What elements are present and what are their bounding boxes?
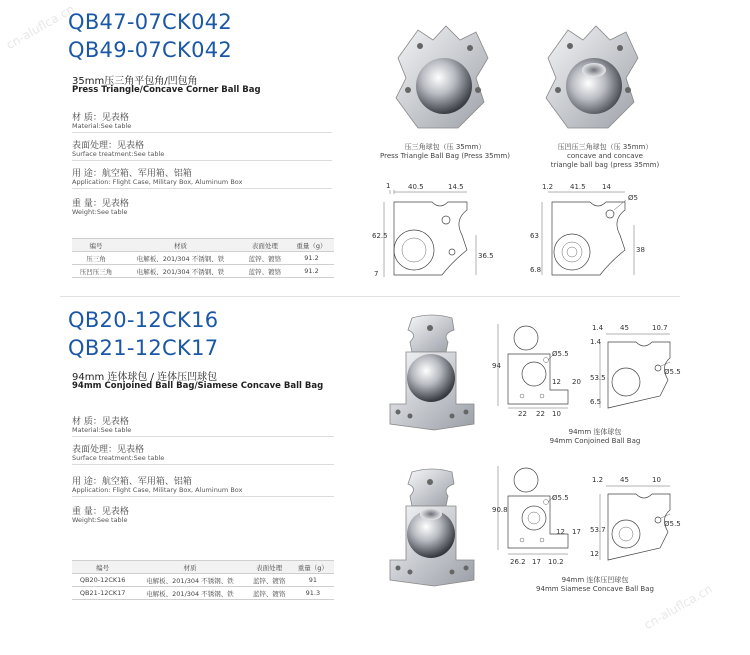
- section-separator: [60, 296, 680, 297]
- table-header: 编号: [72, 561, 133, 574]
- section2-divider-3: [72, 496, 334, 497]
- dim-label: 62.5: [372, 232, 388, 240]
- section1-spec-table: [72, 238, 334, 278]
- table-cell: 压三角: [72, 252, 120, 265]
- table-row: [72, 252, 334, 265]
- concave-triangle-drawing: [530, 180, 660, 290]
- conjoined-side-drawing: [590, 320, 684, 428]
- dim-label: 10.7: [652, 324, 668, 332]
- table-cell: 电解板、201/304 不锈钢、铁: [133, 587, 246, 600]
- dim-label: Ø5.5: [664, 368, 681, 376]
- table-cell: 蓝锌、镀铬: [247, 574, 292, 587]
- press-triangle-drawing: [372, 180, 502, 290]
- dim-label: 41.5: [570, 183, 586, 191]
- dim-label: 10: [652, 476, 661, 484]
- section1-surface-en: Surface treatment:See table: [72, 150, 165, 158]
- conjoined-front-drawing: [492, 320, 590, 428]
- table-cell: QB20-12CK16: [72, 574, 133, 587]
- table-cell: 91.3: [292, 587, 334, 600]
- dim-label: 40.5: [408, 183, 424, 191]
- dim-label: 10.2: [548, 558, 564, 566]
- siamese-front-drawing: [492, 462, 590, 574]
- section2-material-cn: 材 质：见表格: [72, 417, 129, 427]
- section1-usage-en: Application: Flight Case, Military Box, Aluminum Box: [72, 178, 243, 186]
- table-cell: 蓝锌、镀铬: [247, 587, 292, 600]
- dim-label: 53.5: [590, 374, 606, 382]
- section1-divider-2: [72, 160, 332, 161]
- table-cell: 91: [292, 574, 334, 587]
- siamese-side-drawing: [590, 472, 684, 574]
- dim-label: 17: [532, 558, 541, 566]
- dim-label: Ø5.5: [552, 494, 569, 502]
- section2-code-2: QB21-12CK17: [68, 336, 219, 360]
- dim-label: 90.8: [492, 506, 508, 514]
- dim-label: 14: [602, 183, 611, 191]
- dim-label: 26.2: [510, 558, 526, 566]
- caption-siamese-en: 94mm Siamese Concave Ball Bag: [536, 585, 654, 593]
- siamese-concave-ball-bag-image: [382, 466, 482, 590]
- dim-label: 1: [386, 182, 391, 190]
- section2-subtitle-cn: 94mm 连体球包 / 连体压凹球包: [72, 372, 218, 383]
- dim-label: 6.8: [530, 266, 542, 274]
- dim-label: 10: [552, 410, 561, 418]
- press-triangle-ball-bag-image: [388, 18, 500, 138]
- dim-label: 38: [636, 246, 645, 254]
- caption-left-cn: 压三角球包（压 35mm）: [404, 143, 486, 151]
- dim-label: 45: [620, 476, 629, 484]
- section2-divider-1: [72, 436, 334, 437]
- dim-label: 53.7: [590, 526, 606, 534]
- table-header: 材质: [133, 561, 246, 574]
- dim-label: 7: [374, 270, 379, 278]
- table-header: 表面处理: [241, 239, 289, 252]
- section1-usage-cn: 用 途：航空箱、军用箱、铝箱: [72, 169, 192, 179]
- table-row: [72, 574, 334, 587]
- dim-label: Ø5.5: [664, 520, 681, 528]
- table-cell: 91.2: [289, 265, 334, 278]
- table-cell: 蓝锌、镀铬: [241, 252, 289, 265]
- section2-weight-en: Weight:See table: [72, 516, 128, 524]
- dim-label: 20: [572, 378, 581, 386]
- section2-usage-en: Application: Flight Case, Military Box, Aluminum Box: [72, 486, 243, 494]
- dim-label: 94: [492, 362, 501, 370]
- dim-label: 6.5: [590, 398, 602, 406]
- table-header-row: [72, 561, 334, 574]
- dim-label: 36.5: [478, 252, 494, 260]
- dim-label: 1.4: [592, 324, 604, 332]
- table-row: [72, 265, 334, 278]
- dim-label: 12: [556, 528, 565, 536]
- section2-spec-table: [72, 560, 334, 600]
- caption-right-en-2: triangle ball bag (press 35mm): [550, 161, 660, 169]
- section2-surface-cn: 表面处理：见表格: [72, 445, 145, 455]
- dim-label: 1.2: [592, 476, 604, 484]
- caption-left-en: Press Triangle Ball Bag (Press 35mm): [380, 152, 510, 160]
- section2-divider-2: [72, 464, 334, 465]
- dim-label: 1.4: [590, 338, 602, 346]
- table-row: [72, 587, 334, 600]
- table-header-row: [72, 239, 334, 252]
- conjoined-ball-bag-image: [382, 312, 482, 434]
- section2-code-1: QB20-12CK16: [68, 308, 219, 332]
- dim-label: 45: [620, 324, 629, 332]
- caption-right-en-1: concave and concave: [567, 152, 643, 160]
- dim-label: Ø5.5: [552, 350, 569, 358]
- caption-siamese-cn: 94mm 连体压凹球包: [561, 576, 629, 584]
- section1-surface-cn: 表面处理：见表格: [72, 141, 145, 151]
- section1-weight-cn: 重 量：见表格: [72, 199, 129, 209]
- section1-divider-3: [72, 188, 332, 189]
- section2-material-en: Material:See table: [72, 426, 132, 434]
- section1-material-cn: 材 质：见表格: [72, 113, 129, 123]
- caption-conjoined-cn: 94mm 连体球包: [568, 428, 622, 436]
- section2-surface-en: Surface treatment:See table: [72, 454, 165, 462]
- table-cell: 电解板、201/304 不锈钢、铁: [120, 265, 241, 278]
- dim-label: 12: [552, 378, 561, 386]
- watermark: cn-aluflca.cn: [3, 1, 77, 53]
- dim-label: 22: [536, 410, 545, 418]
- dim-label: 14.5: [448, 183, 464, 191]
- section1-code-2: QB49-07CK042: [68, 38, 233, 62]
- table-cell: 蓝锌、镀铬: [241, 265, 289, 278]
- dim-label: 17: [572, 528, 581, 536]
- watermark: cn-aluflca.cn: [641, 581, 715, 633]
- table-header: 表面处理: [247, 561, 292, 574]
- section1-subtitle-cn: 35mm压三角平包角/凹包角: [72, 76, 198, 87]
- table-cell: 压凹压三角: [72, 265, 120, 278]
- section1-material-en: Material:See table: [72, 122, 132, 130]
- caption-right-cn: 压凹压三角球包（压 35mm）: [557, 143, 653, 151]
- table-cell: QB21-12CK17: [72, 587, 133, 600]
- table-cell: 电解板、201/304 不锈钢、铁: [120, 252, 241, 265]
- section2-weight-cn: 重 量：见表格: [72, 507, 129, 517]
- section2-usage-cn: 用 途：航空箱、军用箱、铝箱: [72, 477, 192, 487]
- dim-label: 63: [530, 232, 539, 240]
- section1-subtitle-en: Press Triangle/Concave Corner Ball Bag: [72, 85, 261, 95]
- caption-conjoined-en: 94mm Conjoined Ball Bag: [549, 437, 641, 445]
- section2-subtitle-en: 94mm Conjoined Ball Bag/Siamese Concave Ball Bag: [72, 381, 324, 391]
- table-header: 编号: [72, 239, 120, 252]
- dim-label: 1.2: [542, 183, 554, 191]
- section1-weight-en: Weight:See table: [72, 208, 128, 216]
- dim-label: 22: [518, 410, 527, 418]
- section1-divider-1: [72, 132, 332, 133]
- table-header: 重量（g）: [292, 561, 334, 574]
- dim-label: Ø5: [628, 194, 638, 202]
- table-header: 重量（g）: [289, 239, 334, 252]
- concave-triangle-ball-bag-image: [538, 18, 650, 138]
- table-header: 材质: [120, 239, 241, 252]
- dim-label: 12: [590, 550, 599, 558]
- section1-code-1: QB47-07CK042: [68, 10, 233, 34]
- table-cell: 91.2: [289, 252, 334, 265]
- table-cell: 电解板、201/304 不锈钢、铁: [133, 574, 246, 587]
